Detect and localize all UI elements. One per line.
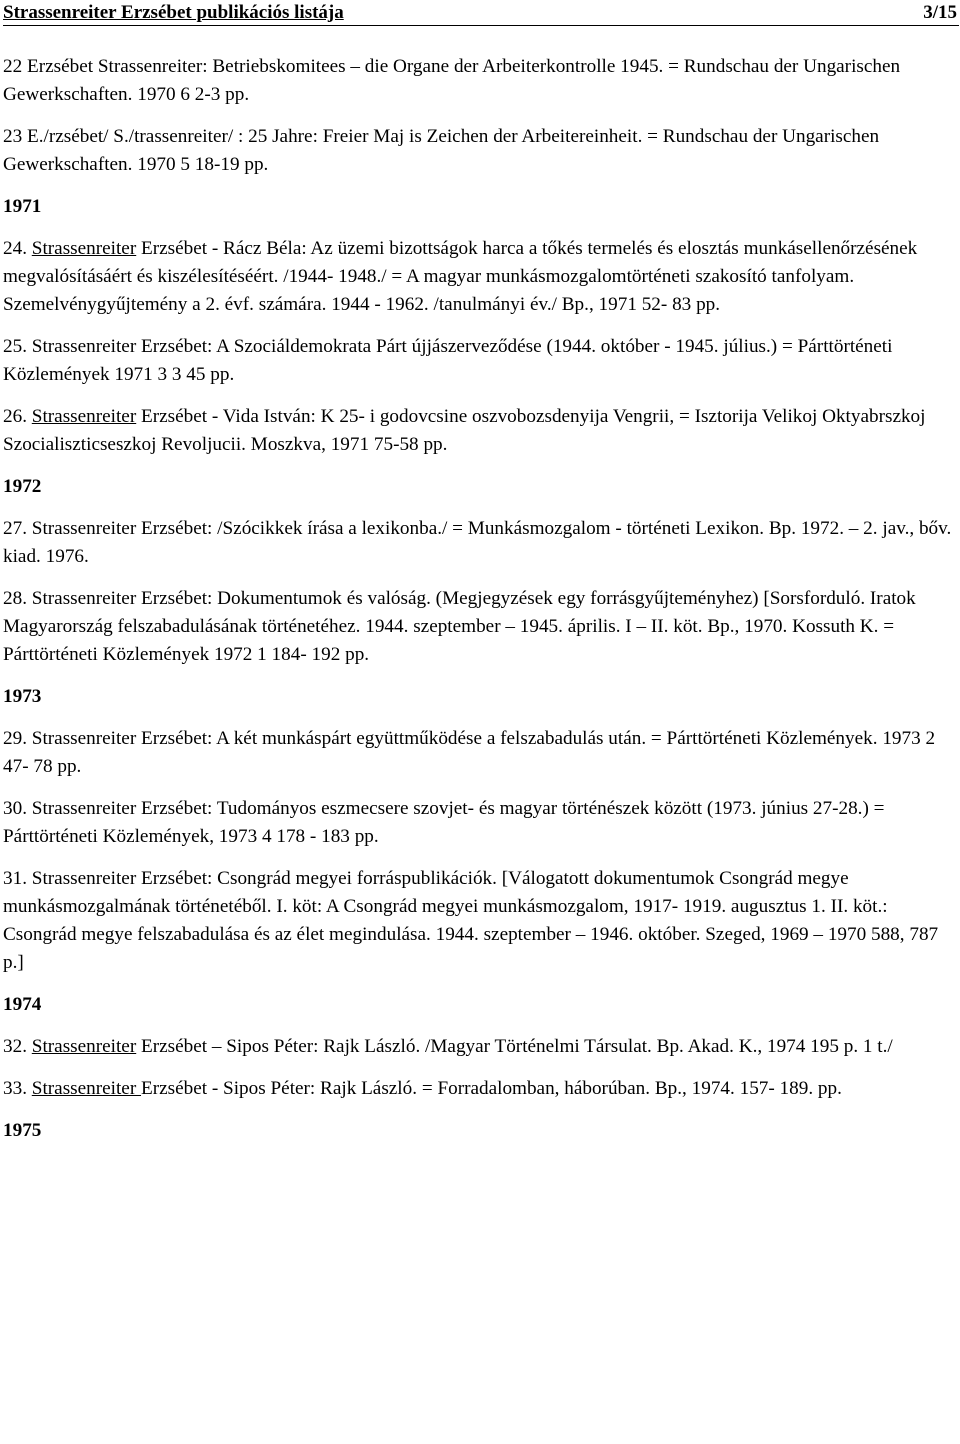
publication-entry-23: 23 E./rzsébet/ S./trassenreiter/ : 25 Jahre: Freier Maj is Zeichen der Arbeitereinheit. = Rundschau der Ungarischen Gewerkschaften. 1970 5 18-19 pp.: [3, 126, 880, 175]
year-heading-1975: 1975: [3, 1120, 42, 1141]
entry-text: Erzsébet – Sipos Péter: Rajk László. /Magyar Történelmi Társulat. Bp. Akad. K., 1974 195 p. 1 t./: [136, 1036, 893, 1057]
entry-number: 32.: [3, 1036, 32, 1057]
publication-entry-25: 25. Strassenreiter Erzsébet: A Szociáldemokrata Párt újjászerveződése (1944. október - 1945. július.) = Párttörténeti Közlemények 1971 3 3 45 pp.: [3, 336, 893, 385]
entry-number: 33.: [3, 1078, 32, 1099]
publication-entry-32: [3, 1033, 959, 1061]
publication-entry-24: [3, 235, 959, 319]
entry-text: Erzsébet - Vida István: K 25- i godovcsine oszvobozsdenyija Vengrii, = Isztorija Velikoj Oktyabrszkoj Szocialiszticseszkoj Revoljucii. Moszkva, 1971 75-58 pp.: [3, 406, 926, 455]
publication-entry-27: 27. Strassenreiter Erzsébet: /Szócikkek írása a lexikonba./ = Munkásmozgalom - történeti Lexikon. Bp. 1972. – 2. jav., bőv. kiad. 1976.: [3, 518, 952, 567]
year-heading-1972: 1972: [3, 476, 42, 497]
author-name-underlined: Strassenreiter: [31, 238, 137, 259]
year-heading-1974: 1974: [3, 994, 42, 1015]
author-name-underlined: Strassenreiter: [31, 1078, 142, 1099]
publication-entry-30: 30. Strassenreiter Erzsébet: Tudományos eszmecsere szovjet- és magyar történészek között (1973. június 27-28.) = Párttörténeti Közlemények, 1973 4 178 - 183 pp.: [3, 798, 885, 847]
entry-text: Erzsébet - Rácz Béla: Az üzemi bizottságok harca a tőkés termelés és elosztás munkásellenőrzésének megvalósításáért és kiszélesítéséért. /1944- 1948./ = A magyar munkásmozgalomtörténeti szakosító tanfolyam. Szemelvénygyűjtemény a 2. évf. számára. 1944 - 1962. /tanulmányi év./ Bp., 1971 52- 83 pp.: [3, 238, 918, 315]
publication-entry-33: [3, 1075, 959, 1103]
publication-entry-26: [3, 403, 959, 459]
publication-entry-29: 29. Strassenreiter Erzsébet: A két munkáspárt együttműködése a felszabadulás után. = Párttörténeti Közlemények. 1973 2 47- 78 pp.: [3, 728, 936, 777]
publication-entry-22: 22 Erzsébet Strassenreiter: Betriebskomitees – die Organe der Arbeiterkontrolle 1945. = Rundschau der Ungarischen Gewerkschaften. 1970 6 2-3 pp.: [3, 56, 901, 105]
document-title: Strassenreiter Erzsébet publikációs listája: [3, 2, 344, 23]
publication-list: [3, 53, 959, 1145]
publication-entry-28: 28. Strassenreiter Erzsébet: Dokumentumok és valóság. (Megjegyzések egy forrásgyűjteményhez) [Sorsforduló. Iratok Magyarország felszabadulásának történetéhez. 1944. szeptember – 1945. április. I – II. köt. Bp., 1970. Kossuth K. = Párttörténeti Közlemények 1972 1 184- 192 pp.: [3, 588, 916, 665]
year-heading-1971: 1971: [3, 196, 42, 217]
page-number: 3/15: [923, 2, 957, 23]
entry-text: Erzsébet - Sipos Péter: Rajk László. = Forradalomban, háborúban. Bp., 1974. 157- 189. pp.: [141, 1078, 842, 1099]
author-name-underlined: Strassenreiter: [31, 406, 137, 427]
publication-entry-31: 31. Strassenreiter Erzsébet: Csongrád megyei forráspublikációk. [Válogatott dokumentumok Csongrád megye munkásmozgalmának történetéből. I. köt: A Csongrád megyei munkásmozgalom, 1917- 1919. augusztus 1. II. köt.: Csongrád megye felszabadulása és az élet megindulása. 1944. szeptember – 1946. október. Szeged, 1969 – 1970 588, 787 p.]: [3, 868, 939, 973]
entry-number: 24.: [3, 238, 32, 259]
year-heading-1973: 1973: [3, 686, 42, 707]
entry-number: 26.: [3, 406, 32, 427]
author-name-underlined: Strassenreiter: [31, 1036, 137, 1057]
running-header: [3, 0, 959, 26]
